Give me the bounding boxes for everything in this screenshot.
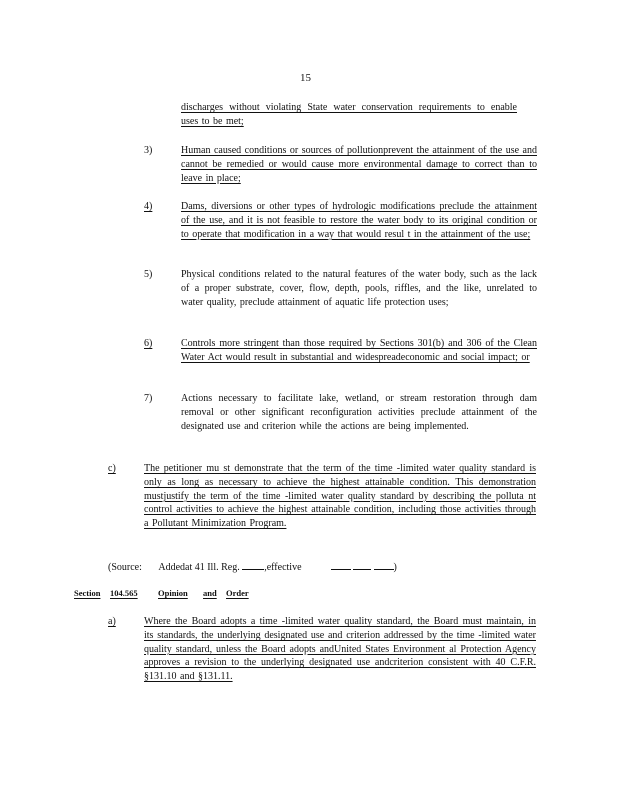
source-close: ) xyxy=(393,562,397,573)
item-3-text: Human caused conditions or sources of pollutionprevent the attainment of the use and cannot be remedied or would cause more environmental damage to correct than to leave in place; xyxy=(181,145,537,184)
source-note xyxy=(108,559,397,573)
date-blank-1 xyxy=(331,559,351,570)
section-heading-word: Section xyxy=(74,588,101,598)
item-6-marker: 6) xyxy=(144,338,153,349)
subsection-a-marker: a) xyxy=(108,616,116,627)
subsection-c-text: The petitioner mu st demonstrate that the term of the time -limited water quality standard is only as long as necessary to achieve the highest attainable condition. This demonstration mustjustify the term of the time -limited water quality standard by describing the polluta nt control activities to achieve the highest attainable condition, including those activities through a Pollutant Minimization Program. xyxy=(144,463,536,530)
section-heading-title-b: and xyxy=(203,588,217,598)
source-added: Addedat 41 Ill. Reg. xyxy=(158,562,240,573)
item-6-text: Controls more stringent than those required by Sections 301(b) and 306 of the Clean Water Act would result in substantial and widespreadeconomic and social impact; or xyxy=(181,338,537,363)
source-open: (Source: xyxy=(108,562,142,573)
source-effective: ,effective xyxy=(264,562,302,573)
page-number: 15 xyxy=(300,72,311,84)
item-2-continuation: discharges without violating State water conservation requirements to enable uses to be met; xyxy=(181,102,517,127)
section-heading-number: 104.565 xyxy=(110,588,138,598)
item-3-marker: 3) xyxy=(144,145,153,156)
section-heading-title-c: Order xyxy=(226,588,249,598)
subsection-a-text: Where the Board adopts a time -limited water quality standard, the Board must maintain, in its standards, the underlying designated use and criterion addressed by the time -limited water quality standard, unless the Board adopts andUnited States Environment al Protection Agency approves a revision to the underlying designated use andcriterion consistent with 40 C.F.R. §131.10 and §131.11. xyxy=(144,616,536,683)
subsection-c-marker: c) xyxy=(108,463,116,474)
item-4-text: Dams, diversions or other types of hydrologic modifications preclude the attainment of the use, and it is not feasible to restore the water body to its original condition or to operate that modification in a way that would resul t in the attainment of the use; xyxy=(181,201,537,240)
item-4-marker: 4) xyxy=(144,201,153,212)
date-blank-2 xyxy=(353,559,371,570)
item-5-marker: 5) xyxy=(144,269,153,280)
item-5-text: Physical conditions related to the natural features of the water body, such as the lack of a proper substrate, cover, flow, depth, pools, riffles, and the like, unrelated to water quality, preclude attainment of aquatic life protection uses; xyxy=(181,269,537,308)
reg-blank xyxy=(242,559,264,570)
item-7-marker: 7) xyxy=(144,393,153,404)
item-7-text: Actions necessary to facilitate lake, wetland, or stream restoration through dam removal or other significant reconfiguration activities preclude attainment of the designated use and criterion while the actions are being implemented. xyxy=(181,393,537,432)
section-heading-title-a: Opinion xyxy=(158,588,188,598)
date-blank-3 xyxy=(374,559,394,570)
